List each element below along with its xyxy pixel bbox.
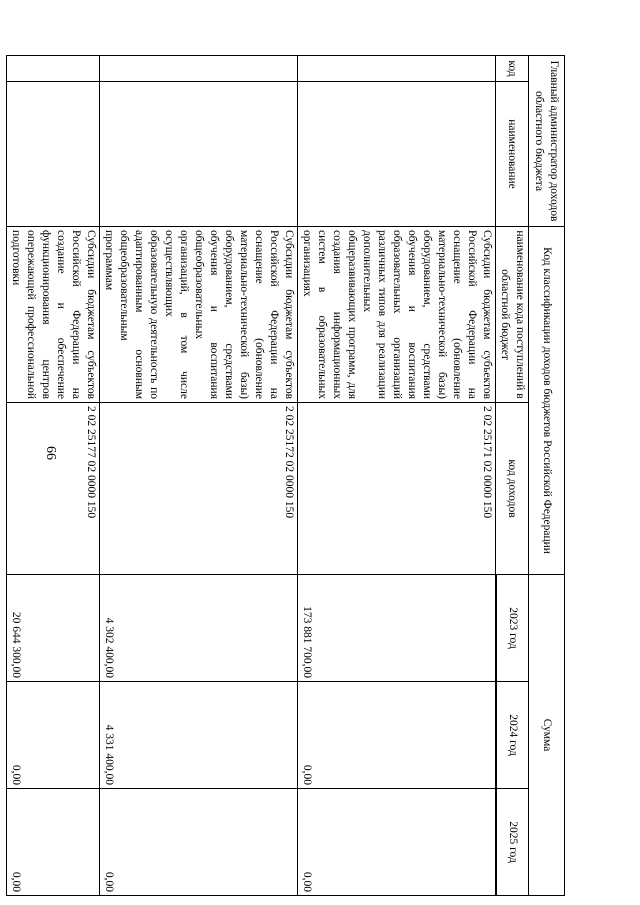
amount-2023-cell: 4 302 400,00: [100, 575, 298, 682]
table-row: [7, 56, 100, 896]
admin-name-header: наименование: [496, 82, 529, 227]
classification-header: Код классификации доходов бюджетов Российской Федерации: [529, 227, 565, 575]
amount-2023-cell: 20 644 300,00: [7, 575, 100, 682]
amount-2023-cell: 173 881 700,00: [298, 575, 496, 682]
amount-2024-cell: 4 331 400,00: [100, 682, 298, 789]
amount-2025-cell: 0,00: [7, 789, 100, 896]
amount-2024-cell: 0,00: [7, 682, 100, 789]
income-name-header: наименование кода поступлений в областной бюджет: [496, 227, 529, 403]
sum-header: Сумма: [529, 575, 565, 896]
income-name-cell: Субсидии бюджетам субъектов Российской Федерации на создание и обеспечение функционирования центров опережающей профессиональной подготовки: [7, 227, 100, 403]
income-code-cell: 2 02 25171 02 0000 150: [298, 403, 496, 575]
income-code-cell: 2 02 25177 02 0000 150: [7, 403, 100, 575]
table-row: [298, 56, 496, 896]
admin-name-cell: [100, 82, 298, 227]
table-row: [100, 56, 298, 896]
income-name-cell: Субсидии бюджетам субъектов Российской Федерации на оснащение (обновление материально-технической базы) оборудованием, средствами обучения и воспитания образовательных организаций различных типов для реализации дополнительных общеразвивающих программ, для создания информационных систем в образовательных организациях: [298, 227, 496, 403]
year-2023-header: 2023 год: [497, 575, 529, 682]
income-name-cell: Субсидии бюджетам субъектов Российской Федерации на оснащение (обновление материально-технической базы) оборудованием, средствами обучения и воспитания общеобразовательных организаций, в том числе осуществляющих образовательную деятельность по адаптированным основным общеобразовательным программам: [100, 227, 298, 403]
admin-code-cell: [100, 56, 298, 82]
admin-code-cell: [298, 56, 496, 82]
budget-table: [6, 55, 565, 896]
year-2024-header: 2024 год: [497, 682, 529, 789]
admin-name-cell: [7, 82, 100, 227]
admin-header: Главный администратор доходов областного бюджета: [529, 56, 565, 227]
year-2025-header: 2025 год: [497, 789, 529, 896]
page-number: 66: [43, 446, 58, 460]
income-code-header: код доходов: [496, 403, 529, 575]
admin-name-cell: [298, 82, 496, 227]
admin-code-cell: [7, 56, 100, 82]
income-code-cell: 2 02 25172 02 0000 150: [100, 403, 298, 575]
amount-2024-cell: 0,00: [298, 682, 496, 789]
admin-code-header: код: [496, 56, 529, 82]
amount-2025-cell: 0,00: [298, 789, 496, 896]
amount-2025-cell: 0,00: [100, 789, 298, 896]
